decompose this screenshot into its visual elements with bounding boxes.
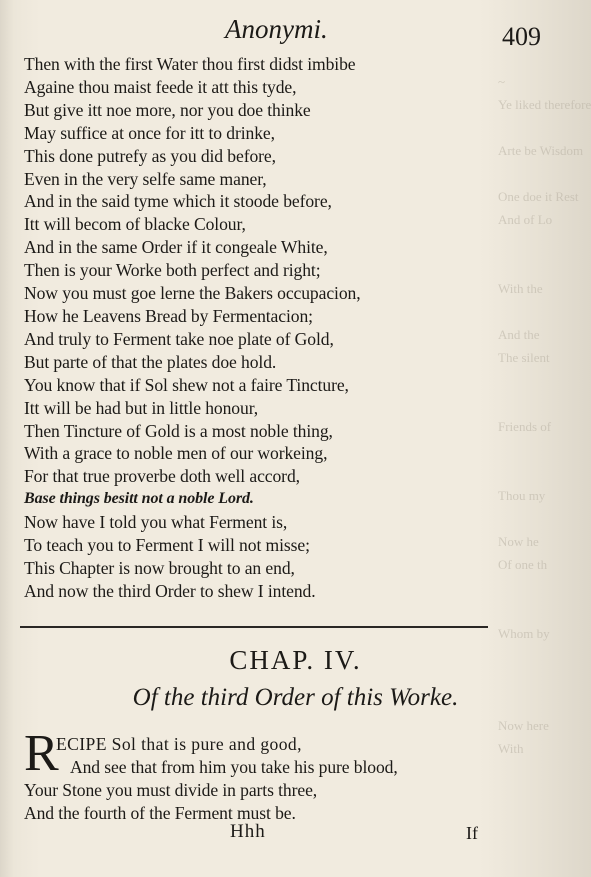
poem-line: And in the said tyme which it stoode before, [24,191,332,212]
signature-mark: Hhh [230,821,266,842]
poem-line: You know that if Sol shew not a faire Tincture, [24,374,349,395]
poem-line: Even in the very selfe same maner, [24,168,267,189]
poem-line: And now the third Order to shew I intend. [24,580,316,601]
poem-line: This Chapter is now brought to an end, [24,557,295,578]
poem-line: Itt will be had but in little honour, [24,397,259,418]
recipe-body [24,733,494,825]
poem-line: Then is your Worke both perfect and right; [24,260,321,281]
catchword: If [466,823,478,843]
running-head [0,12,591,52]
poem-line: And in the same Order if it congeale White, [24,237,328,258]
poem-line: Againe thou maist feede it att this tyde, [24,76,297,97]
recipe-line: And see that from him you take his pure blood, [70,756,398,777]
recipe-line: And the fourth of the Ferment must be. [24,802,296,823]
show-through-text: ~ Ye liked therefore Arte be Wisdom One doe it Rest And of Lo With the And the The silent Friends of Thou my Now he Of one th Whom by Now here With [498,74,591,756]
chapter-heading: CHAP. IV. [229,645,362,675]
poem-line: This done putrefy as you did before, [24,145,276,166]
page-number: 409 [502,22,541,51]
poem-line: Itt will becom of blacke Colour, [24,214,246,235]
poem-line: And truly to Ferment take noe plate of Gold, [24,328,334,349]
poem-line: To teach you to Ferment I will not misse; [24,535,310,556]
drop-cap: R [24,725,59,782]
poem-line: Now have I told you what Ferment is, [24,512,288,533]
poem-line: But give itt noe more, nor you doe thinke [24,99,311,120]
running-title: Anonymi. [225,14,328,44]
recipe-first-line: ECIPE Sol that is pure and good, [56,734,302,754]
section-divider [20,626,488,628]
recipe-line: Your Stone you must divide in parts three, [24,779,318,800]
poem-line: But parte of that the plates doe hold. [24,351,277,372]
poem-line: Now you must goe lerne the Bakers occupacion, [24,283,361,304]
poem-line: How he Leavens Bread by Fermentacion; [24,305,313,326]
poem-line: May suffice at once for itt to drinke, [24,122,275,143]
poem-line: Then Tincture of Gold is a most noble thing, [24,420,333,441]
chapter-subtitle: Of the third Order of this Worke. [132,684,459,711]
poem-body [24,53,494,603]
poem-line-proverb: Base things besitt not a noble Lord. [24,490,254,508]
poem-line: Then with the first Water thou first didst imbibe [24,54,356,74]
poem-line: With a grace to noble men of our workeing, [24,443,328,464]
poem-line: For that true proverbe doth well accord, [24,466,300,487]
